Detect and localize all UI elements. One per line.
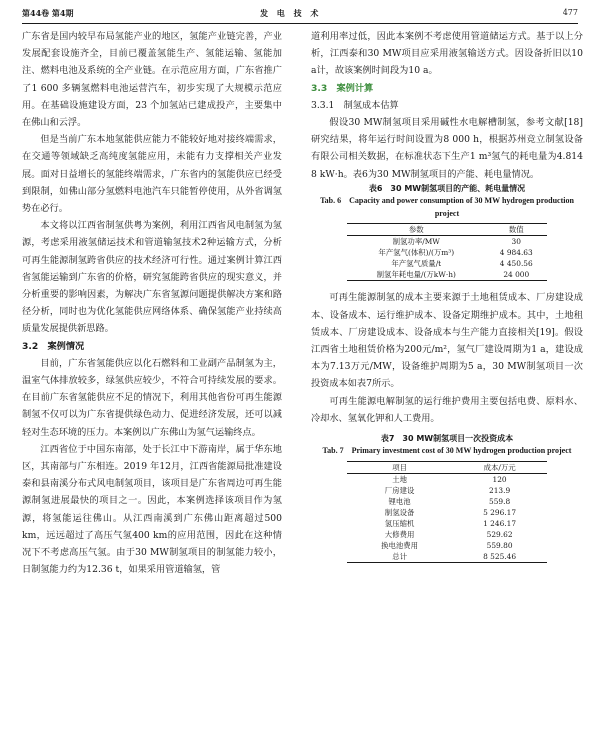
page-header	[22, 8, 578, 22]
table-cell: 4 450.56	[499, 259, 533, 269]
paragraph: 假设30 MW制氢项目采用碱性水电解槽制氢，参考文献[18]研究结果，将年运行时间设置为8 000 h，根据苏州竞立制氢设备有限公司相关数据，在标准状态下生产1 m³氢气的耗电量为4.814 8 kW·h。表6为30 MW制氢项目的产能、耗电量情况。	[311, 117, 583, 180]
table-row	[347, 507, 547, 518]
right-column	[311, 28, 583, 571]
journal-name: 发 电 技 术	[260, 8, 322, 18]
table-cell: 制氢功率/MW	[392, 237, 440, 247]
table-cell: 120	[492, 474, 507, 484]
table-6-title-zh: 表6 30 MW制氢项目的产能、耗电量情况	[368, 183, 526, 193]
table-6-caption	[311, 183, 583, 221]
paragraph: 目前，广东省氢能供应以化石燃料和工业副产品制氢为主，温室气体排放较多，绿氢供应较少，不符合可持续发展的要求。在目前广东省氢能供应不足的情况下，利用其他省份可再生能源制氢不仅可以为广东省提供绿色动力、促进经济发展，还可以减轻对生态环境的压力。本案例以广东佛山为氢气运输终点。	[22, 357, 282, 438]
table-cell: 年产氢气(体积)/(万m³)	[378, 248, 455, 258]
paragraph: 本文将以江西省制氢供粤为案例，利用江西省风电制氢为氢源，考虑采用液氢储运技术和管道输氢技术2种运输方式，分析可再生能源制氢跨省供应的技术经济可行性。通过案例计算江西省氢能运输到广东省的价格，研究氢能跨省供应的现实意义，并分析重要的影响因素，为解决广东省氢源问题提供解决方案和路径分析，同时也为优化氢能供应网络体系、确保氢能产业持续高质量发展提供新思路。	[22, 220, 282, 335]
table-row	[347, 496, 547, 507]
table-row	[347, 236, 547, 248]
table-row	[347, 258, 547, 269]
table-cell: 总计	[392, 551, 407, 561]
table-header-cell: 参数	[408, 225, 424, 235]
table-cell: 锂电池	[388, 496, 411, 506]
table-cell: 5 296.17	[483, 507, 517, 517]
table-cell: 30	[511, 237, 521, 247]
header-rule	[22, 23, 578, 24]
table-header-cell: 项目	[392, 462, 407, 472]
left-column	[22, 28, 282, 579]
table-cell: 4 984.63	[499, 248, 533, 258]
table-header-row	[347, 224, 547, 236]
journal-issue: 第44卷 第4期	[22, 8, 74, 18]
table-cell: 大修费用	[384, 529, 415, 539]
table-cell: 8 525.46	[483, 551, 517, 561]
table-header-cell: 成本/万元	[483, 462, 516, 472]
table-row	[347, 247, 547, 258]
table-7-title-en: Tab. 7 Primary investment cost of 30 MW hydrogen production project	[322, 446, 572, 456]
table-7	[347, 461, 547, 563]
table-cell: 1 246.17	[483, 518, 517, 528]
section-heading-3-2: 3.2 案例情况	[22, 340, 85, 352]
table-row	[347, 551, 547, 563]
table-cell: 制氢设备	[384, 507, 415, 517]
table-cell: 年产氢气质量/t	[391, 259, 442, 269]
table-7-title-zh: 表7 30 MW制氢项目一次投资成本	[380, 433, 514, 443]
table-cell: 氢压缩机	[384, 518, 415, 528]
table-header-cell: 数值	[508, 225, 524, 235]
page-number: 477	[562, 8, 578, 17]
paragraph: 江西省位于中国东南部，处于长江中下游南岸，属于华东地区，其南部与广东相连。2019 年12月，江西省能源局批准建设泰和县南溪分布式风电制氢项目，该项目是广东省周边可再生能源制氢进展最快的项目之一。因此，本案例选择该项目作为氢源，将氢能运往佛山。从江西南溪到广东佛山距离超过500 km，远远超过了高压气氢400 km的应用范围，因此在这种情况下不考虑高压气氢。由于30 MW制氢项目的制氢能力较小，日制氢能力约为12.36 t，如果采用管道输氢，管	[22, 443, 282, 576]
paragraph: 可再生能源电解制氢的运行维护费用主要包括电费、原料水、冷却水、氢氧化钾和人工费用。	[311, 395, 583, 424]
table-cell: 土地	[392, 474, 407, 484]
table-row	[347, 540, 547, 551]
table-cell: 559.80	[486, 540, 513, 550]
table-header-row	[347, 461, 547, 473]
table-7-caption	[311, 433, 583, 458]
table-cell: 厂房建设	[384, 485, 415, 495]
table-row	[347, 269, 547, 281]
table-row	[347, 485, 547, 496]
table-row	[347, 529, 547, 540]
table-cell: 制氢年耗电量/(万kW·h)	[376, 270, 456, 280]
table-cell: 换电池费用	[381, 540, 419, 550]
table-cell: 213.9	[489, 485, 511, 495]
section-heading-3-3: 3.3 案例计算	[311, 82, 374, 94]
paragraph: 道利用率过低，因此本案例不考虑使用管道储运方式。基于以上分析，江西泰和30 MW项目应采用液氢输送方式。因设备折旧以10 a计，故该案例时间段为10 a。	[311, 31, 583, 77]
paragraph: 可再生能源制氢的成本主要来源于土地租赁成本、厂房建设成本、设备成本、运行维护成本、设备定期维护成本。其中，土地租赁成本、厂房建设成本、设备成本与生产能力直接相关[19]。假设江西省土地租赁价格为200元/m²，氢气厂建设周期为1 a，建设成本为7.13万元/MW，设备维护周期为5 a，30 MW制氢项目一次投资成本如表7所示。	[311, 292, 583, 390]
subsection-heading-3-3-1: 3.3.1 制氢成本估算	[311, 99, 399, 111]
table-6	[347, 223, 547, 281]
table-6-title-en: Tab. 6 Capacity and power consumption of 30 MW hydrogen production project	[320, 196, 574, 218]
paragraph: 广东省是国内较早布局氢能产业的地区，氢能产业链完善，产业发展配套设施齐全，目前已覆盖氢能生产、氢能运输、氢能加注、燃料电池及系统的全产业链。在示范应用方面，广东省推广了1 600 多辆氢燃料电池运营汽车，初步实现了大规模示范应用。在基础设施建设方面，23 个加氢站已建成投产，主要集中在佛山和云浮。	[22, 31, 282, 129]
table-row	[347, 518, 547, 529]
table-cell: 529.62	[486, 529, 513, 539]
table-cell: 559.8	[489, 496, 511, 506]
table-row	[347, 473, 547, 485]
paragraph: 但是当前广东本地氢能供应能力不能较好地对接终端需求，在交通等领域缺乏高纯度氢能应用，未能有力支撑相关产业发展。面对日益增长的氢能终端需求，广东省内的氢能供应已经受到限制，如佛山部分氢燃料电池汽车只能暂停使用，从外省调氢势在必行。	[22, 134, 282, 215]
table-cell: 24 000	[503, 270, 530, 280]
